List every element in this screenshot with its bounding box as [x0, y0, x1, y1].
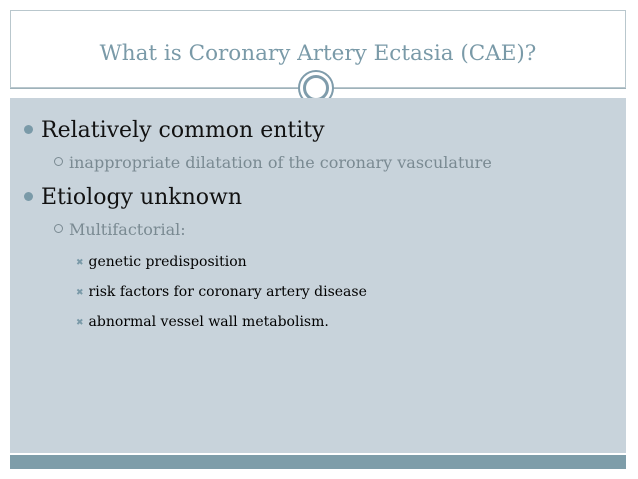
- bullet-1: [24, 118, 325, 143]
- content-area: [10, 98, 626, 453]
- bullet-2-text: Etiology unknown: [41, 185, 243, 210]
- bullet-1-text: Relatively common entity: [41, 118, 325, 143]
- slide-title: What is Coronary Artery Ectasia (CAE)?: [99, 41, 537, 66]
- subbullet-1-1-text: inappropriate dilatation of the coronary vasculature: [69, 153, 492, 172]
- bullet-dot-icon: [24, 192, 33, 201]
- item-2-1-text: genetic predisposition: [88, 254, 247, 270]
- footer-bar: [10, 455, 626, 469]
- item-2-3-text: abnormal vessel wall metabolism.: [88, 314, 329, 330]
- item-2-1: [76, 254, 247, 270]
- x-bullet-icon: ✖: [76, 258, 84, 268]
- bullet-dot-icon: [24, 125, 33, 134]
- subbullet-2-1: [54, 220, 186, 239]
- x-bullet-icon: ✖: [76, 318, 84, 328]
- hollow-circle-bullet-icon: [54, 224, 63, 233]
- x-bullet-icon: ✖: [76, 288, 84, 298]
- item-2-3: [76, 314, 329, 330]
- item-2-2: [76, 284, 367, 300]
- item-2-2-text: risk factors for coronary artery disease: [88, 284, 367, 300]
- hollow-circle-bullet-icon: [54, 157, 63, 166]
- subbullet-2-1-text: Multifactorial:: [69, 220, 186, 239]
- bullet-2: [24, 185, 242, 210]
- subbullet-1-1: [54, 153, 492, 172]
